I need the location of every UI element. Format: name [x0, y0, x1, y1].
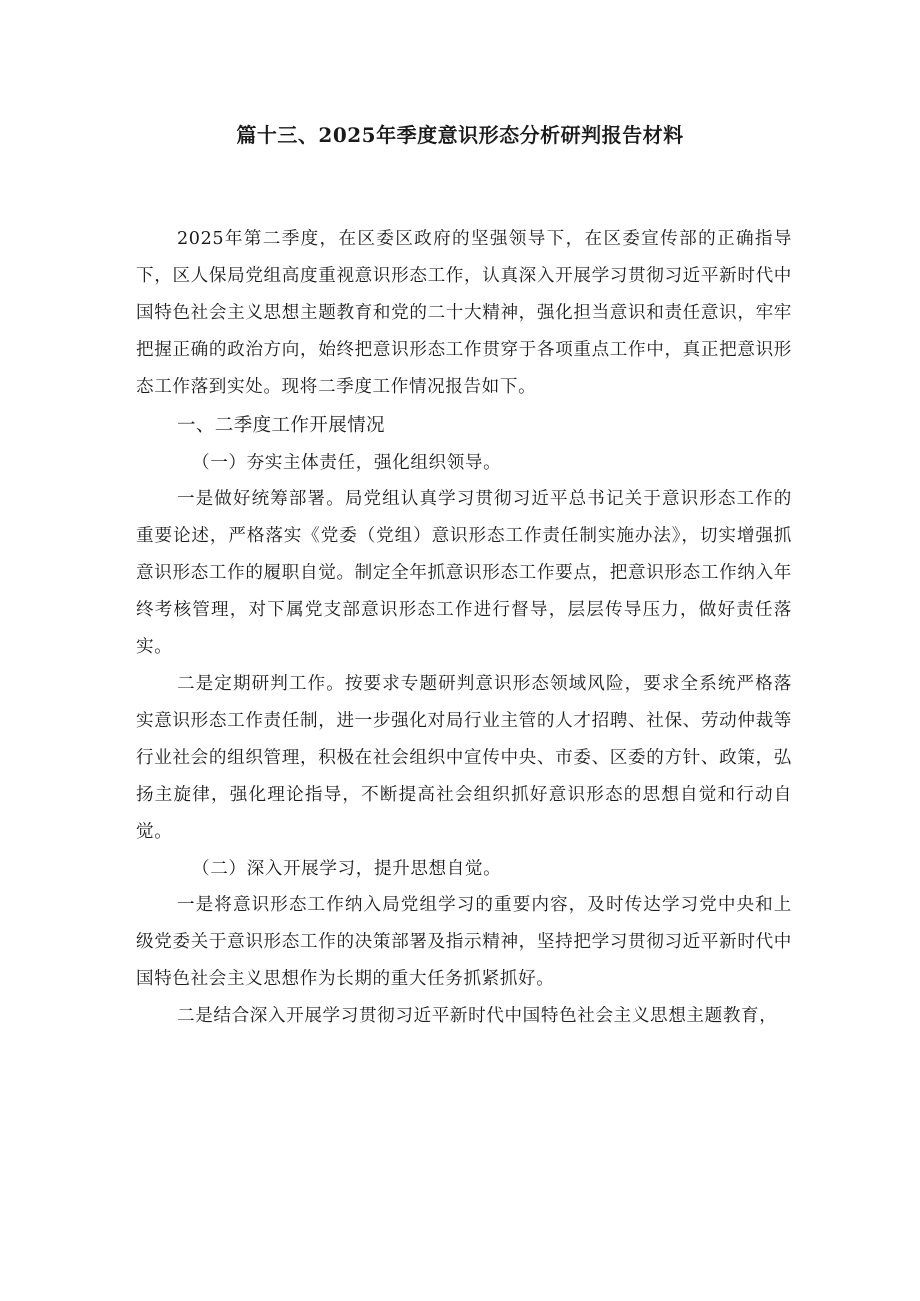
paragraph: 二是定期研判工作。按要求专题研判意识形态领域风险，要求全系统严格落实意识形态工作责任制，进一步强化对局行业主管的人才招聘、社保、劳动仲裁等行业社会的组织管理，积极在社会组织中宣传中央、市委、区委的方针、政策，弘扬主旋律，强化理论指导，不断提高社会组织抓好意识形态的思想自觉和行动自觉。: [136, 673, 792, 842]
document-body: [136, 221, 792, 1035]
section-heading: 一、二季度工作开展情况: [177, 414, 385, 436]
subsection-heading: （一）夯实主体责任，强化组织领导。: [192, 452, 502, 473]
paragraph: 二是结合深入开展学习贯彻习近平新时代中国特色社会主义思想主题教育，: [177, 1006, 778, 1027]
document-title: 篇十三、2025年季度意识形态分析研判报告材料: [236, 123, 684, 147]
intro-paragraph: 2025年第二季度，在区委区政府的坚强领导下，在区委宣传部的正确指导下，区人保局党组高度重视意识形态工作，认真深入开展学习贯彻习近平新时代中国特色社会主义思想主题教育和党的二十大精神，强化担当意识和责任意识，牢牢把握正确的政治方向，始终把意识形态工作贯穿于各项重点工作中，真正把意识形态工作落到实处。现将二季度工作情况报告如下。: [136, 229, 792, 397]
paragraph: 一是将意识形态工作纳入局党组学习的重要内容，及时传达学习党中央和上级党委关于意识形态工作的决策部署及指示精神，坚持把学习贯彻习近平新时代中国特色社会主义思想作为长期的重大任务抓紧抓好。: [136, 895, 792, 990]
paragraph: 一是做好统筹部署。局党组认真学习贯彻习近平总书记关于意识形态工作的重要论述，严格落实《党委（党组）意识形态工作责任制实施办法》，切实增强抓意识形态工作的履职自觉。制定全年抓意识形态工作要点，把意识形态工作纳入年终考核管理，对下属党支部意识形态工作进行督导，层层传导压力，做好责任落实。: [136, 489, 792, 658]
subsection-heading: （二）深入开展学习，提升思想自觉。: [192, 858, 502, 879]
